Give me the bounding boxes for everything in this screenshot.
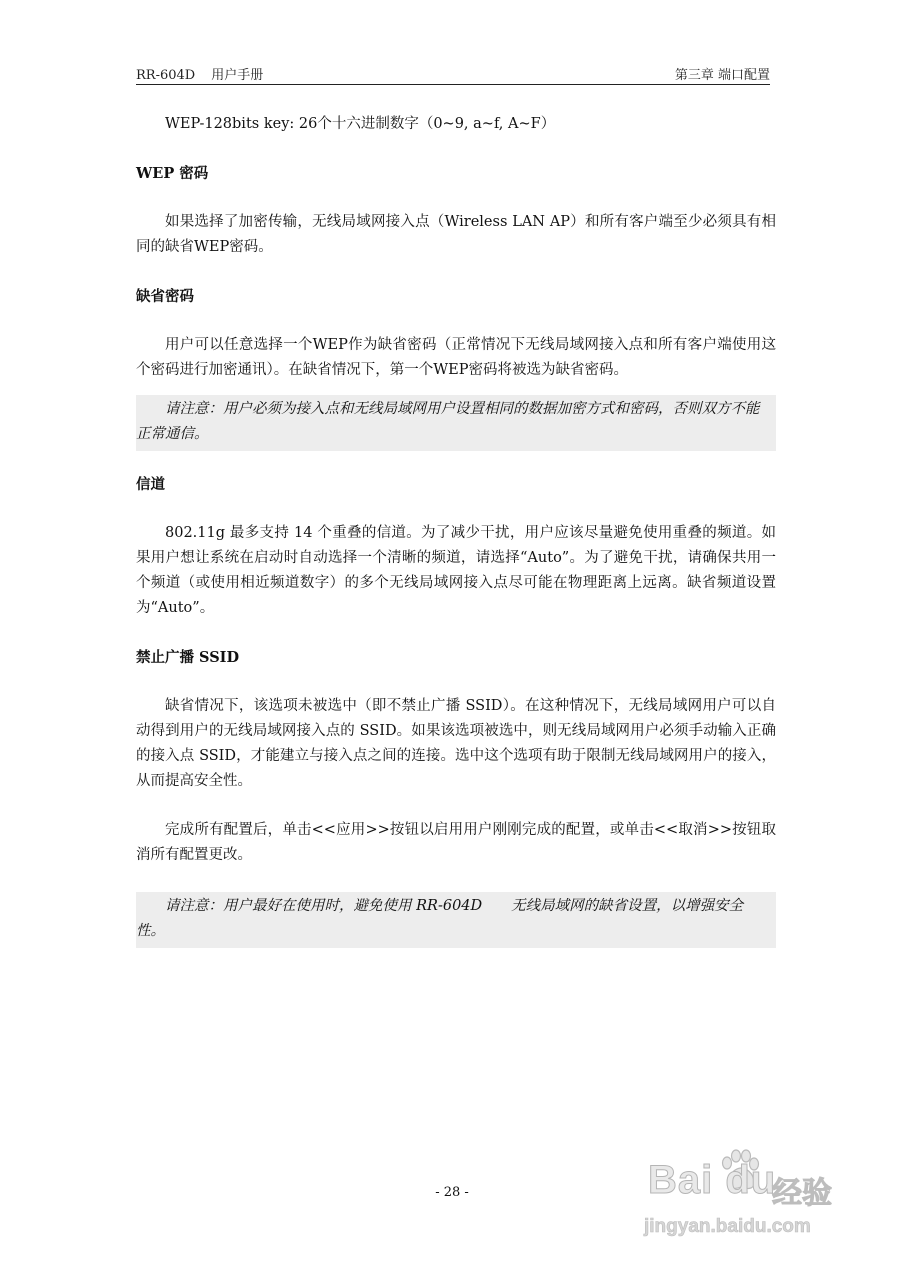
channel-heading: 信道 — [136, 476, 165, 493]
wep-password-heading: WEP 密码 — [136, 165, 209, 182]
finish-paragraph: 完成所有配置后，单击<<应用>>按钮以启用用户刚刚完成的配置，或单击<<取消>>按钮取消所有配置更改。 — [136, 822, 776, 863]
ssid-paragraph: 缺省情况下，该选项未被选中（即不禁止广播 SSID）。在这种情况下，无线局域网用户可以自动得到用户的无线局域网接入点的 SSID。如果该选项被选中，则无线局域网用户必须手动输入正确的接入点 SSID，才能建立与接入点之间的连接。选中这个选项有助于限制无线局域网用户的接入，从而提高安全性。 — [136, 698, 776, 789]
note-box-2 — [136, 892, 776, 948]
ssid-heading: 禁止广播 SSID — [136, 649, 240, 666]
header-rule — [136, 84, 770, 85]
note-text-1: 请注意：用户必须为接入点和无线局域网用户设置相同的数据加密方式和密码，否则双方不能正常通信。 — [136, 401, 760, 442]
wep-key-line: WEP-128bits key: 26个十六进制数字（0~9, a~f, A~F） — [165, 116, 556, 132]
page-number: - 28 - — [435, 1185, 469, 1200]
header-chapter: 第三章 端口配置 — [674, 68, 770, 83]
watermark-jingyan: 经验 — [772, 1177, 832, 1210]
page-header — [136, 64, 770, 86]
note-box-1 — [136, 395, 776, 451]
watermark-brand: Bai du — [648, 1158, 777, 1202]
page-content — [136, 112, 776, 948]
note-text-2: 请注意：用户最好在使用时，避免使用 RR-604D 无线局域网的缺省设置，以增强安全性。 — [136, 898, 744, 939]
baidu-jingyan-watermark — [640, 1148, 870, 1268]
channel-paragraph: 802.11g 最多支持 14 个重叠的信道。为了减少干扰，用户应该尽量避免使用重叠的频道。如果用户想让系统在启动时自动选择一个清晰的频道，请选择“Auto”。为了避免干扰，请确保共用一个频道（或使用相近频道数字）的多个无线局域网接入点尽可能在物理距离上远离。缺省频道设置为“Auto”。 — [136, 525, 776, 616]
default-password-paragraph: 用户可以任意选择一个WEP作为缺省密码（正常情况下无线局域网接入点和所有客户端使用这个密码进行加密通讯）。在缺省情况下，第一个WEP密码将被选为缺省密码。 — [136, 337, 776, 378]
header-model: RR-604D — [136, 68, 196, 83]
header-manual: 用户手册 — [211, 68, 264, 83]
watermark-url: jingyan.baidu.com — [644, 1216, 811, 1237]
default-password-heading: 缺省密码 — [136, 288, 194, 305]
wep-password-paragraph: 如果选择了加密传输，无线局域网接入点（Wireless LAN AP）和所有客户端至少必须具有相同的缺省WEP密码。 — [136, 214, 776, 255]
header-left — [136, 64, 263, 83]
